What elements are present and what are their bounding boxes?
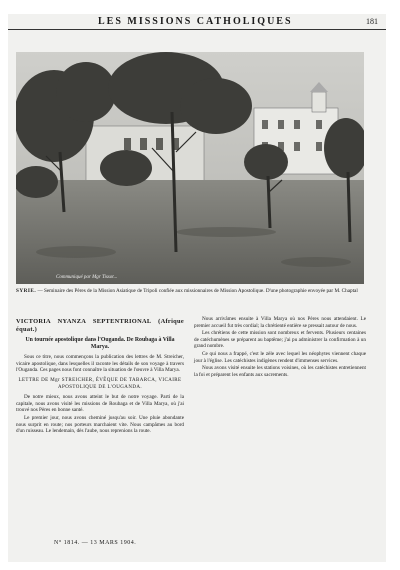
caption-text: — Seminaire des Pères de la Mission Asiatique de Tripoli confiée aux missionnaires de Mission Apostolique. D'une photographie envoyée par M. Chaptal xyxy=(37,288,358,294)
body-paragraph: Nous arrivâmes ensuite à Villa Marya où nos Pères nous attendaient. Le premier accueil fut très cordial; la chrétienté entière se pressait autour de nous. xyxy=(194,316,366,329)
header-rule xyxy=(8,29,386,30)
body-paragraph: Nous avons visité ensuite les stations voisines, où les catéchistes entretiennent la foi et préparent les enfants aux sacrements. xyxy=(194,365,366,378)
body-paragraph: Ce qui nous a frappé, c'est le zèle avec lequel les néophytes viennent chaque jour à l'église. Les catéchistes indigènes rendent d'immenses services. xyxy=(194,350,366,364)
photo-credit: Communiqué par Mgr Tissot... xyxy=(56,275,118,280)
body-paragraph: De notre mieux, nous avons atteint le but de notre voyage. Parti de la capitale, nous avons visité les missions de Roubaga et de Villa Marya, où j'ai trouvé nos Pères en bonne santé. xyxy=(16,394,184,414)
letter-heading: LETTRE DE Mgr STREICHER, ÉVÊQUE DE TABARCA, VICAIRE APOSTOLIQUE DE L'OUGANDA. xyxy=(18,377,182,390)
right-column xyxy=(194,316,366,379)
photo-caption xyxy=(16,288,364,294)
page-number: 181 xyxy=(366,17,378,26)
journal-title: LES MISSIONS CATHOLIQUES xyxy=(98,16,293,27)
body-paragraph: Le premier jour, nous avons cheminé jusqu'au soir. Une pluie abondante nous surprit en route; nos porteurs marchaient vite. Nous campâmes au bord d'un ruisseau. Le lendemain, dès l'aube, nous reprenions la route. xyxy=(16,414,184,435)
issue-footer: N° 1814. — 13 MARS 1904. xyxy=(54,540,137,546)
photograph xyxy=(16,52,364,284)
section-title: VICTORIA NYANZA SEPTENTRIONAL (Afrique équat.) xyxy=(16,318,184,333)
photo-illustration xyxy=(16,52,364,284)
section-subtitle: Un tournée apostolique dans l'Ouganda. De Roubaga à Villa Marya. xyxy=(25,337,175,350)
page xyxy=(8,14,386,562)
left-column xyxy=(16,316,184,436)
intro-paragraph: Sous ce titre, nous commençons la publication des lettres de M. Streicher, vicaire apostolique, dans lesquelles il raconte les détails de son voyage à travers l'Ouganda. Ces pages nous font connaître la situation de l'œuvre à Villa Marya. xyxy=(16,354,184,374)
page-header xyxy=(8,14,386,30)
caption-label: SYRIE. xyxy=(16,288,37,294)
body-paragraph: Les chrétiens de cette mission sont nombreux et fervents. Plusieurs centaines de catéchumènes se préparent au baptême; j'ai pu administrer la confirmation à un grand nombre. xyxy=(194,330,366,350)
